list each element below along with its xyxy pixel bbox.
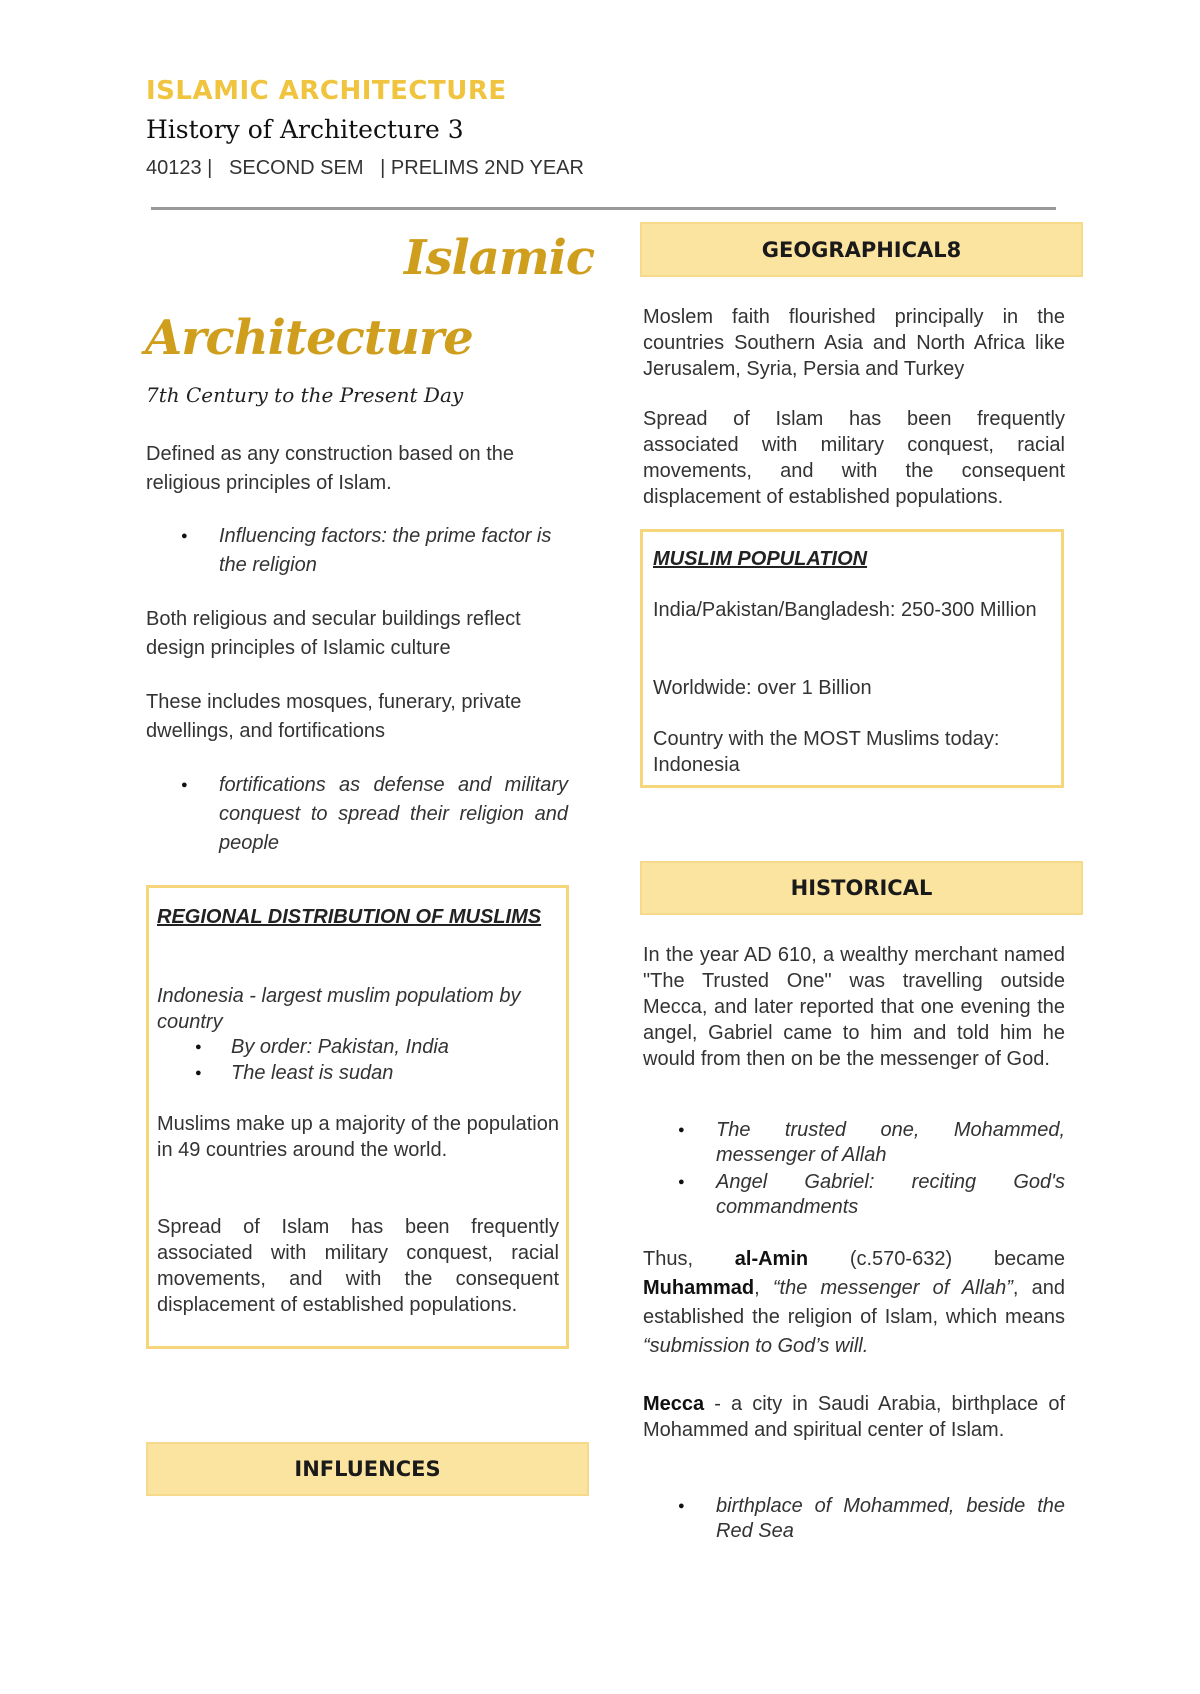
regional-spread-paragraph: Spread of Islam has been frequently associated with military conquest, racial movements, and with the consequent displacement of established populations. (157, 1216, 559, 1316)
fortifications-bullet: ● fortifications as defense and military conquest to spread their religion and people (219, 771, 568, 858)
buildings-paragraph: Both religious and secular buildings reflect design principles of Islamic culture (146, 608, 521, 659)
mecca-term: Mecca (643, 1393, 705, 1415)
geographical-paragraph-2: Spread of Islam has been frequently associated with military conquest, racial movements, and with the consequent displacement of established populations. (643, 408, 1065, 508)
influence-bullet: ● Influencing factors: the prime factor is the religion (219, 522, 568, 580)
al-amin-term: al-Amin (734, 1248, 809, 1270)
includes-paragraph: These includes mosques, funerary, private dwellings, and fortifications (146, 691, 522, 742)
regional-distribution-box (146, 885, 569, 1349)
population-most: Country with the MOST Muslims today: Indonesia (653, 728, 1000, 776)
influences-band: INFLUENCES (146, 1442, 589, 1496)
regional-bullet-2: ● The least is sudan (195, 1062, 394, 1084)
historical-paragraph: In the year AD 610, a wealthy merchant named "The Trusted One" was travelling outside Mecca, and later reported that one evening the angel, Gabriel came to him and told him he would from then on be the messenger of God. (643, 944, 1065, 1070)
bullet-dot-icon: ● (195, 1067, 202, 1079)
regional-distribution-heading: REGIONAL DISTRIBUTION OF MUSLIMS (157, 906, 542, 928)
historical-band: HISTORICAL (640, 861, 1083, 915)
mecca-paragraph: Mecca - a city in Saudi Arabia, birthplace of Mohammed and spiritual center of Islam. (643, 1393, 1065, 1441)
definition-paragraph: Defined as any construction based on the religious principles of Islam. (146, 443, 515, 494)
population-worldwide: Worldwide: over 1 Billion (653, 677, 872, 699)
population-region: India/Pakistan/Bangladesh: 250-300 Million (653, 599, 1037, 621)
document-meta: 40123 | SECOND SEM | PRELIMS 2ND YEAR (146, 157, 584, 179)
regional-majority-paragraph: Muslims make up a majority of the population in 49 countries around the world. (157, 1113, 559, 1161)
historical-bullet-2: ● Angel Gabriel: reciting God's commandments (716, 1170, 1065, 1220)
muslim-population-box (640, 529, 1064, 788)
era-subtitle: 7th Century to the Present Day (146, 383, 464, 407)
muslim-population-heading: MUSLIM POPULATION (653, 548, 868, 570)
historical-bullet-1: ● The trusted one, Mohammed, messenger of Allah (716, 1118, 1065, 1168)
mecca-bullet: ● birthplace of Mohammed, beside the Red Sea (716, 1494, 1065, 1544)
section-title-line1: Islamic (404, 230, 595, 286)
geographical-band: GEOGRAPHICAL8 (640, 222, 1083, 277)
muhammad-paragraph: Thus, al-Amin (c.570-632) became Muhammad, “the messenger of Allah”, and established the religion of Islam, which means “submission to God’s will. (643, 1248, 1066, 1357)
bullet-dot-icon: ● (195, 1041, 202, 1053)
regional-intro: Indonesia - largest muslim populatiom by country (157, 985, 521, 1033)
document-subtitle: History of Architecture 3 (146, 115, 464, 144)
section-title-line2: Architecture (145, 310, 473, 366)
document-title: ISLAMIC ARCHITECTURE (146, 76, 507, 106)
header-divider (151, 207, 1056, 210)
geographical-paragraph-1: Moslem faith flourished principally in the countries Southern Asia and North Africa like Jerusalem, Syria, Persia and Turkey (643, 306, 1065, 380)
regional-bullet-1: ● By order: Pakistan, India (195, 1036, 449, 1058)
muhammad-term: Muhammad (643, 1277, 755, 1299)
